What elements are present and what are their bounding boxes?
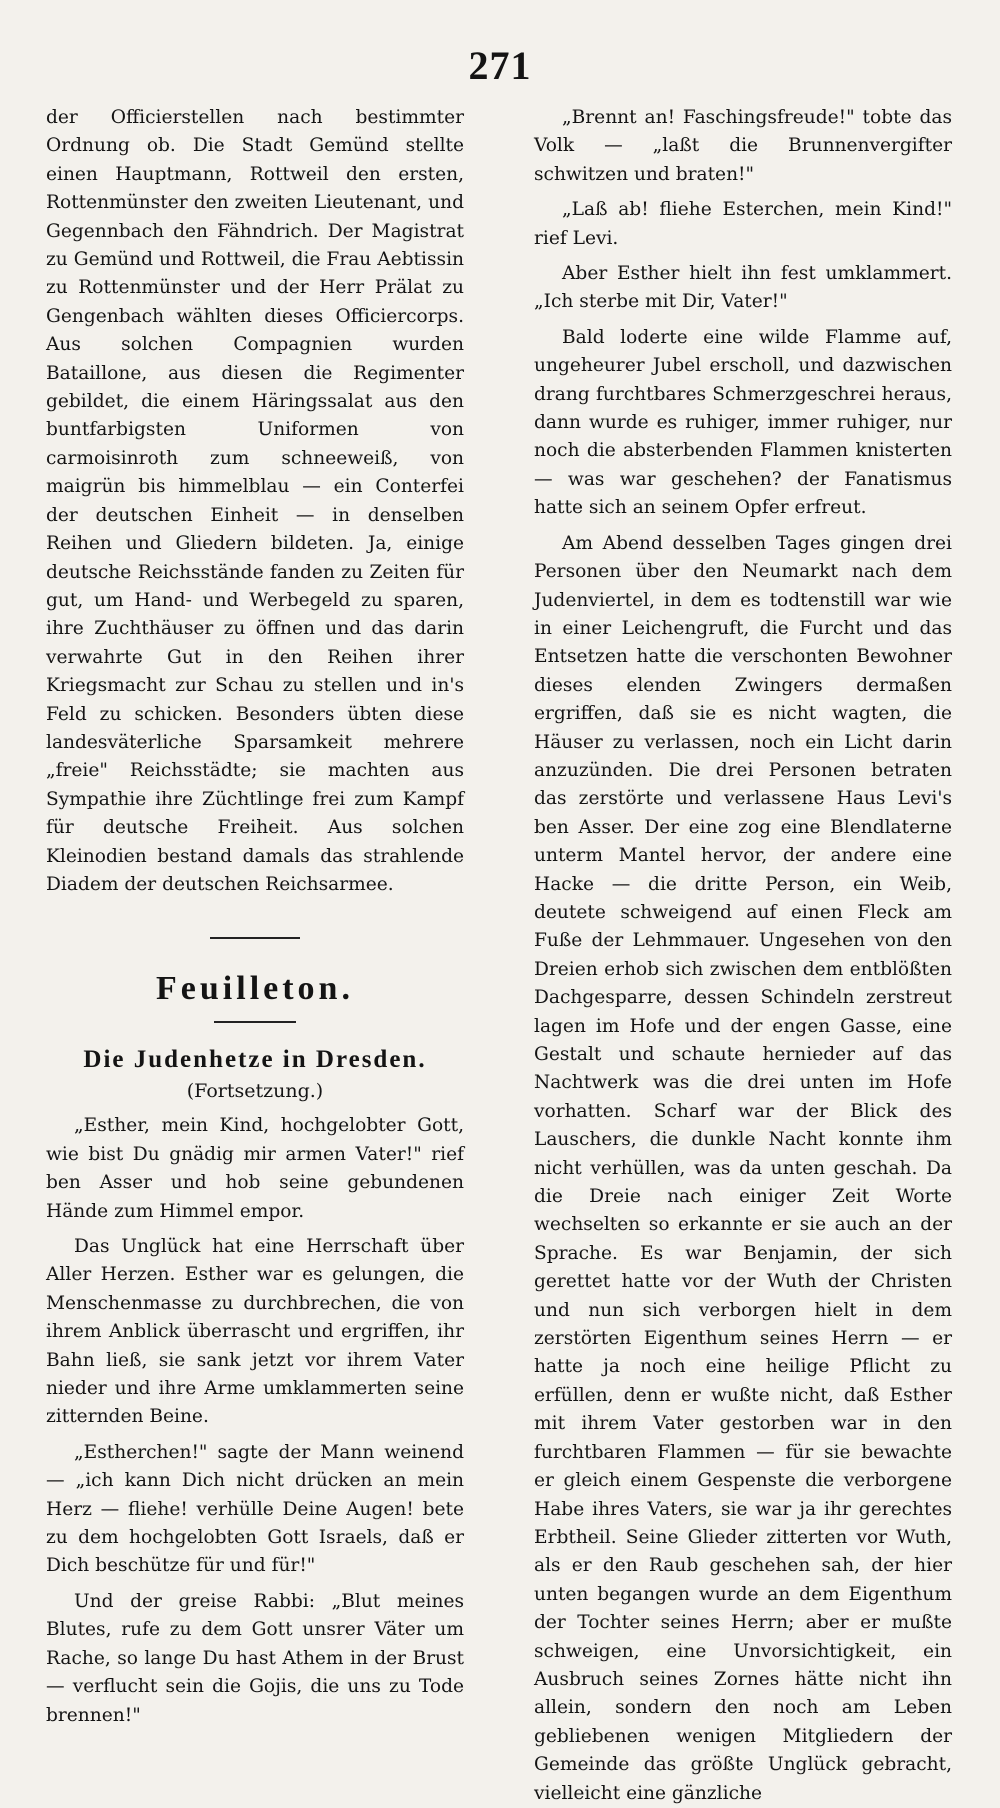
article-paragraph: Aber Esther hielt ihn fest umklammert. „Ich sterbe mit Dir, Vater!" (534, 263, 952, 313)
continued-paragraph: der Officierstellen nach bestimmter Ordnung ob. Die Stadt Gemünd stellte einen Hauptmann, Rottweil den ersten, Rottenmünster den zweiten Lieutenant, und Gegennbach den Fähndrich. Der Magistrat zu Gemünd und Rottweil, die Frau Aebtissin zu Rottenmünster und der Herr Prälat zu Gengenbach wählten dieses Officiercorps. Aus solchen Compagnien wurden Bataillone, aus diesen die Regimenter gebildet, die einem Häringssalat aus den buntfarbigsten Uniformen von carmoisinroth zum schneeweiß, von maigrün bis himmelblau — ein Conterfei der deutschen Einheit — in denselben Reihen und Gliedern bildeten. Ja, einige deutsche Reichsstände fanden zu Zeiten für gut, um Hand- und Werbegeld zu sparen, ihre Zuchthäuser zu öffnen und das darin verwahrte Gut in den Reihen ihrer Kriegsmacht zur Schau zu stellen und in's Feld zu schicken. Besonders übten diese landesväterliche Sparsamkeit mehrere „freie" Reichsstädte; sie machten aus Sympathie ihre Züchtlinge frei zum Kampf für deutsche Freiheit. Aus solchen Kleinodien bestand damals das strahlende Diadem der deutschen Reichsarmee. (46, 107, 464, 895)
article-paragraph: Am Abend desselben Tages gingen drei Personen über den Neumarkt nach dem Judenviertel, in dem es todtenstill war wie in einer Leichengruft, die Furcht und das Entsetzen hatte die verschonten Bewohner dieses elenden Zwingers dermaßen ergriffen, daß sie es nicht wagten, die Häuser zu verlassen, noch ein Licht darin anzuzünden. Die drei Personen betraten das zerstörte und verlassene Haus Levi's ben Asser. Der eine zog eine Blendlaterne unterm Mantel hervor, der andere eine Hacke — die dritte Person, ein Weib, deutete schweigend auf einen Fleck am Fuße der Lehmmauer. Ungesehen von den Dreien erhob sich zwischen dem entblößten Dachgesparre, dessen Schindeln zerstreut lagen im Hofe und der engen Gasse, eine Gestalt und schaute hernieder auf das Nachtwerk was die drei unten im Hofe vorhatten. Scharf war der Blick des Lauschers, die dunkle Nacht konnte ihm nicht verhüllen, was da unten geschah. Da die Dreie nach einiger Zeit Worte wechselten so erkannte er sie auch an der Sprache. Es war Benjamin, der sich gerettet hatte vor der Wuth der Christen und nun sich verborgen hielt in dem zerstörten Eigenthum seines Herrn — er hatte ja noch eine heilige Pflicht zu erfüllen, denn er wußte nicht, daß Esther mit ihrem Vater gestorben war in den furchtbaren Flammen — für sie bewachte er gleich einem Gespenste die verborgene Habe ihres Vaters, sie war ja ihr gerechtes Erbtheil. Seine Glieder zitterten vor Wuth, als er den Raub geschehen sah, der hier unten begangen wurde an dem Eigenthum der Tochter seines Herrn; aber er mußte schweigen, eine Unvorsichtigkeit, ein Ausbruch seines Zornes hätte nicht ihn allein, sondern den noch am Leben gebliebenen wenigen Mitgliedern der Gemeinde das größte Unglück gebracht, vielleicht eine gänzliche (534, 532, 952, 1804)
section-divider (210, 937, 300, 939)
article-paragraph: „Laß ab! fliehe Esterchen, mein Kind!" rief Levi. (534, 199, 952, 249)
article-paragraph: „Estherchen!" sagte der Mann weinend — „ich kann Dich nicht drücken an mein Herz — fliehe! verhülle Deine Augen! bete zu dem hochgelobten Gott Israels, daß er Dich beschütze für und für!" (46, 1441, 464, 1577)
article-paragraph: Bald loderte eine wilde Flamme auf, ungeheurer Jubel erscholl, und dazwischen drang furchtbares Schmerzgeschrei heraus, dann wurde es ruhiger, immer ruhiger, nur noch die absterbenden Flammen knisterten — was war geschehen? der Fanatismus hatte sich an seinem Opfer erfreut. (534, 326, 952, 519)
heading-divider (214, 1021, 296, 1023)
page-number: 271 (468, 43, 532, 88)
article-title: Die Judenhetze in Dresden. (83, 1046, 427, 1074)
article-subtitle: (Fortsetzung.) (186, 1080, 324, 1103)
article-paragraph: „Brennt an! Faschingsfreude!" tobte das Volk — „laßt die Brunnenvergifter schwitzen und braten!" (534, 107, 952, 185)
left-column (46, 104, 464, 1730)
article-paragraph: „Esther, mein Kind, hochgelobter Gott, wie bist Du gnädig mir armen Vater!" rief ben Asser und hob seine gebundenen Hände zum Himmel empor. (46, 1115, 464, 1222)
article-paragraph: Und der greise Rabbi: „Blut meines Blutes, rufe zu dem Gott unsrer Väter um Rache, so lange Du hast Athem in der Brust — verflucht sein die Gojis, die uns zu Tode brennen!" (46, 1590, 464, 1726)
right-column (534, 104, 952, 1808)
section-heading: Feuilleton. (156, 970, 354, 1008)
article-paragraph: Das Unglück hat eine Herrschaft über Aller Herzen. Esther war es gelungen, die Menschenmasse zu durchbrechen, die von ihrem Anblick überrascht und ergriffen, ihr Bahn ließ, sie sank jetzt vor ihrem Vater nieder und ihre Arme umklammerten seine zitternden Beine. (46, 1236, 464, 1428)
